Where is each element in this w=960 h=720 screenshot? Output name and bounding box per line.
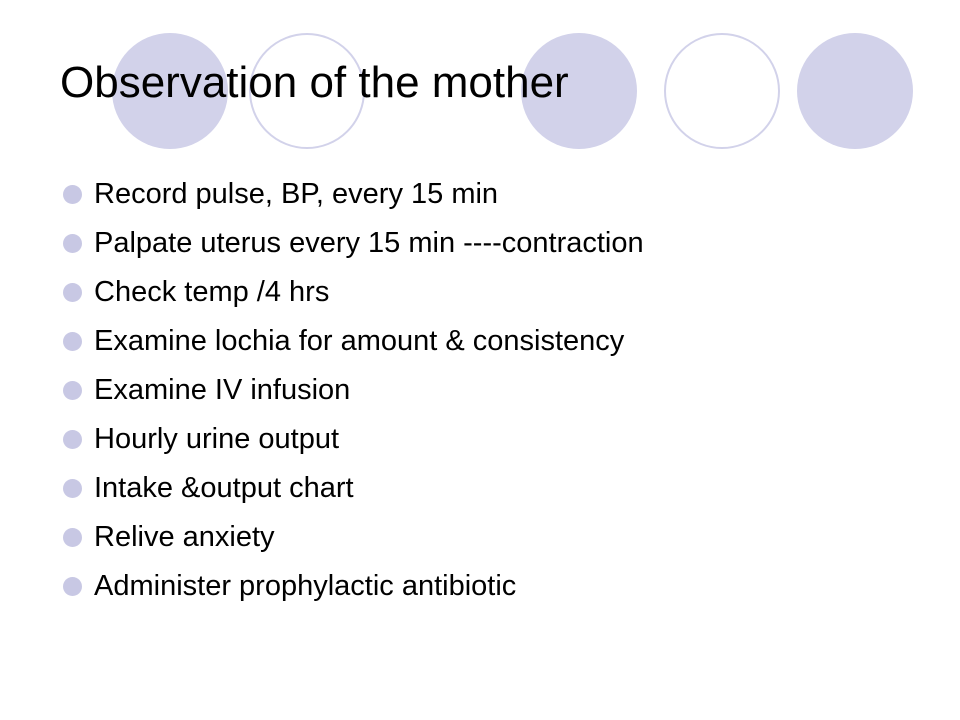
bullet-text: Administer prophylactic antibiotic [94, 570, 517, 602]
bullet-dot-icon [63, 283, 82, 302]
bullet-text: Hourly urine output [94, 423, 340, 455]
bullet-dot-icon [63, 185, 82, 204]
decorative-circle-5 [797, 33, 913, 149]
bullet-dot-icon [63, 528, 82, 547]
bullet-text: Examine lochia for amount & consistency [94, 325, 625, 357]
bullet-text: Intake &output chart [94, 472, 354, 504]
decorative-circle-4 [664, 33, 780, 149]
bullet-dot-icon [63, 234, 82, 253]
bullet-text: Palpate uterus every 15 min ----contraction [94, 227, 644, 259]
bullet-text: Check temp /4 hrs [94, 276, 330, 308]
bullet-text: Record pulse, BP, every 15 min [94, 178, 499, 210]
bullet-dot-icon [63, 430, 82, 449]
bullet-dot-icon [63, 479, 82, 498]
bullet-dot-icon [63, 332, 82, 351]
bullet-dot-icon [63, 577, 82, 596]
bullet-text: Relive anxiety [94, 521, 275, 553]
slide-title: Observation of the mother [60, 58, 569, 107]
bullet-dot-icon [63, 381, 82, 400]
bullet-text: Examine IV infusion [94, 374, 351, 406]
